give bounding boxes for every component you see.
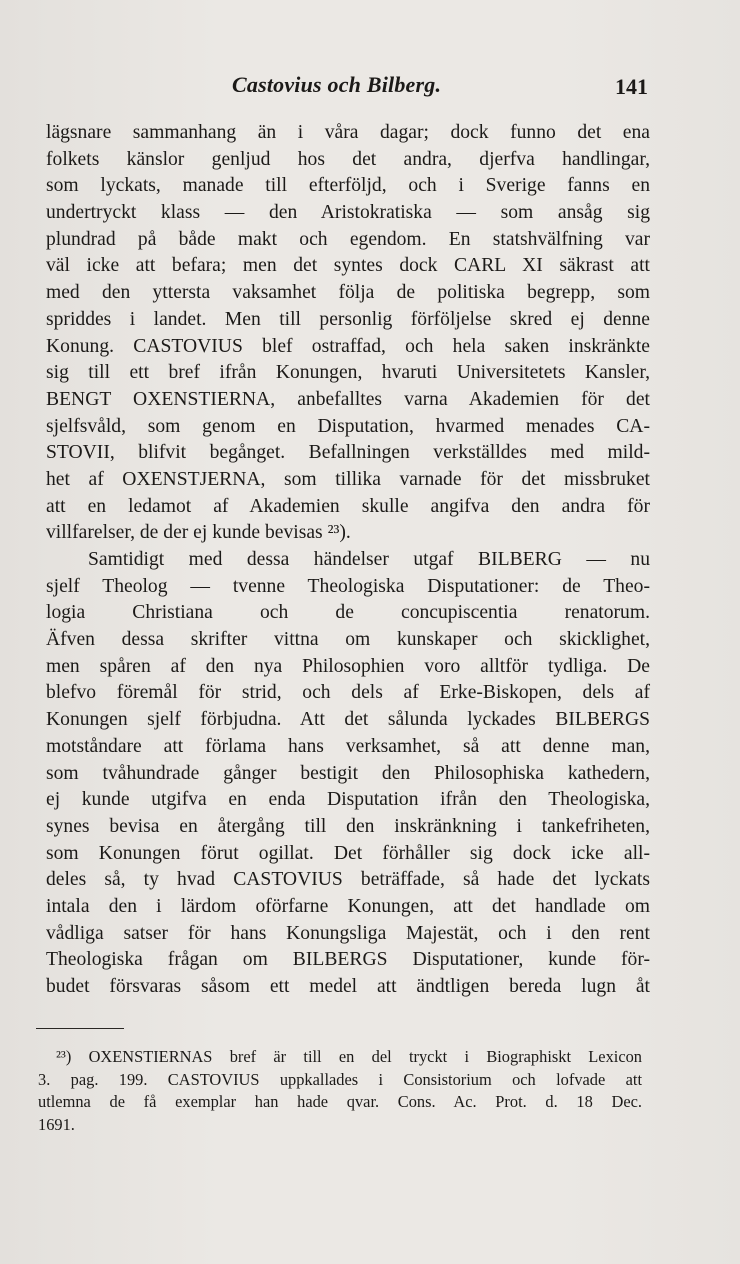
text-line: som tvåhundrade gånger bestigit den Philosophiska kathedern, [46, 762, 650, 784]
text-line: spriddes i landet. Men till personlig förföljelse skred ej denne [46, 308, 650, 330]
text-line: vådliga satser för hans Konungsliga Majestät, och i den rent [46, 922, 650, 944]
text-line: sig till ett bref ifrån Konungen, hvaruti Universitetets Kansler, [46, 362, 650, 384]
text-line: deles så, ty hvad CASTOVIUS beträffade, så hade det lyckats [46, 869, 650, 891]
footnote-line: ²³) OXENSTIERNAS bref är till en del tryckt i Biographiskt Lexicon [56, 1047, 642, 1066]
footnote-line: utlemna de få exemplar han hade qvar. Cons. Ac. Prot. d. 18 Dec. [38, 1092, 642, 1112]
text-line: men spåren af den nya Philosophien voro alltför tydliga. De [46, 655, 650, 677]
running-title: Castovius och Bilberg. [232, 72, 442, 97]
text-line: het af OXENSTJERNA, som tillika varnade för det missbruket [46, 468, 650, 490]
text-line: väl icke att befara; men det syntes dock CARL XI säkrast att [46, 255, 650, 277]
text-line: logia Christiana och de concupiscentia renatorum. [46, 602, 650, 624]
text-line: som Konungen förut ogillat. Det förhåller sig dock icke all- [46, 842, 650, 864]
footnotes [38, 1046, 642, 1136]
text-line: budet försvaras såsom ett medel att ändtligen bereda lugn åt [46, 976, 650, 997]
text-line: blefvo föremål för strid, och dels af Erke-Biskopen, dels af [46, 682, 650, 704]
text-line: Theologiska frågan om BILBERGS Disputationer, kunde för- [46, 949, 650, 971]
text-line: synes bevisa en återgång till den inskränkning i tankefriheten, [46, 815, 650, 837]
text-line: som lyckats, manade till efterföljd, och i Sverige fanns en [46, 175, 650, 197]
text-line: Konung. CASTOVIUS blef ostraffad, och hela saken inskränkte [46, 335, 650, 357]
text-line: med den yttersta vaksamhet följa de politiska begrepp, som [46, 282, 650, 304]
body-text [46, 120, 650, 1001]
text-line: ej kunde utgifva en enda Disputation ifrån den Theologiska, [46, 789, 650, 811]
text-line: sjelf Theolog — tvenne Theologiska Disputationer: de Theo- [46, 575, 650, 597]
text-line: plundrad på både makt och egendom. En statshvälfning var [46, 228, 650, 250]
text-line: undertryckt klass — den Aristokratiska — som ansåg sig [46, 202, 650, 224]
text-line: Äfven dessa skrifter vittna om kunskaper och skicklighet, [46, 629, 650, 651]
text-line: STOVII, blifvit begånget. Befallningen verkställdes med mild- [46, 442, 650, 464]
text-line: lägsnare sammanhang än i våra dagar; dock funno det ena [46, 122, 650, 143]
text-line: BENGT OXENSTIERNA, anbefalltes varna Akademien för det [46, 388, 650, 410]
text-line: motståndare att förlama hans verksamhet, så att denne man, [46, 735, 650, 757]
running-head [0, 72, 740, 106]
text-line: intala den i lärdom oförfarne Konungen, att det handlade om [46, 895, 650, 917]
footnote-divider [36, 1028, 124, 1029]
paragraph-end-line: villfarelser, de der ej kunde bevisas ²³). [46, 522, 351, 544]
text-line: att en ledamot af Akademien skulle angifva den andra för [46, 495, 650, 517]
paragraph-start-line: Samtidigt med dessa händelser utgaf BILBERG — nu [88, 549, 650, 570]
footnote-line: 3. pag. 199. CASTOVIUS uppkallades i Consistorium och lofvade att [38, 1069, 642, 1089]
text-line: Konungen sjelf förbjudna. Att det sålunda lyckades BILBERGS [46, 709, 650, 731]
text-line: folkets känslor genljud hos det andra, djerfva handlingar, [46, 148, 650, 170]
footnote-line: 1691. [38, 1114, 75, 1134]
page-number: 141 [615, 74, 648, 99]
text-line: sjelfsvåld, som genom en Disputation, hvarmed menades CA- [46, 415, 650, 437]
